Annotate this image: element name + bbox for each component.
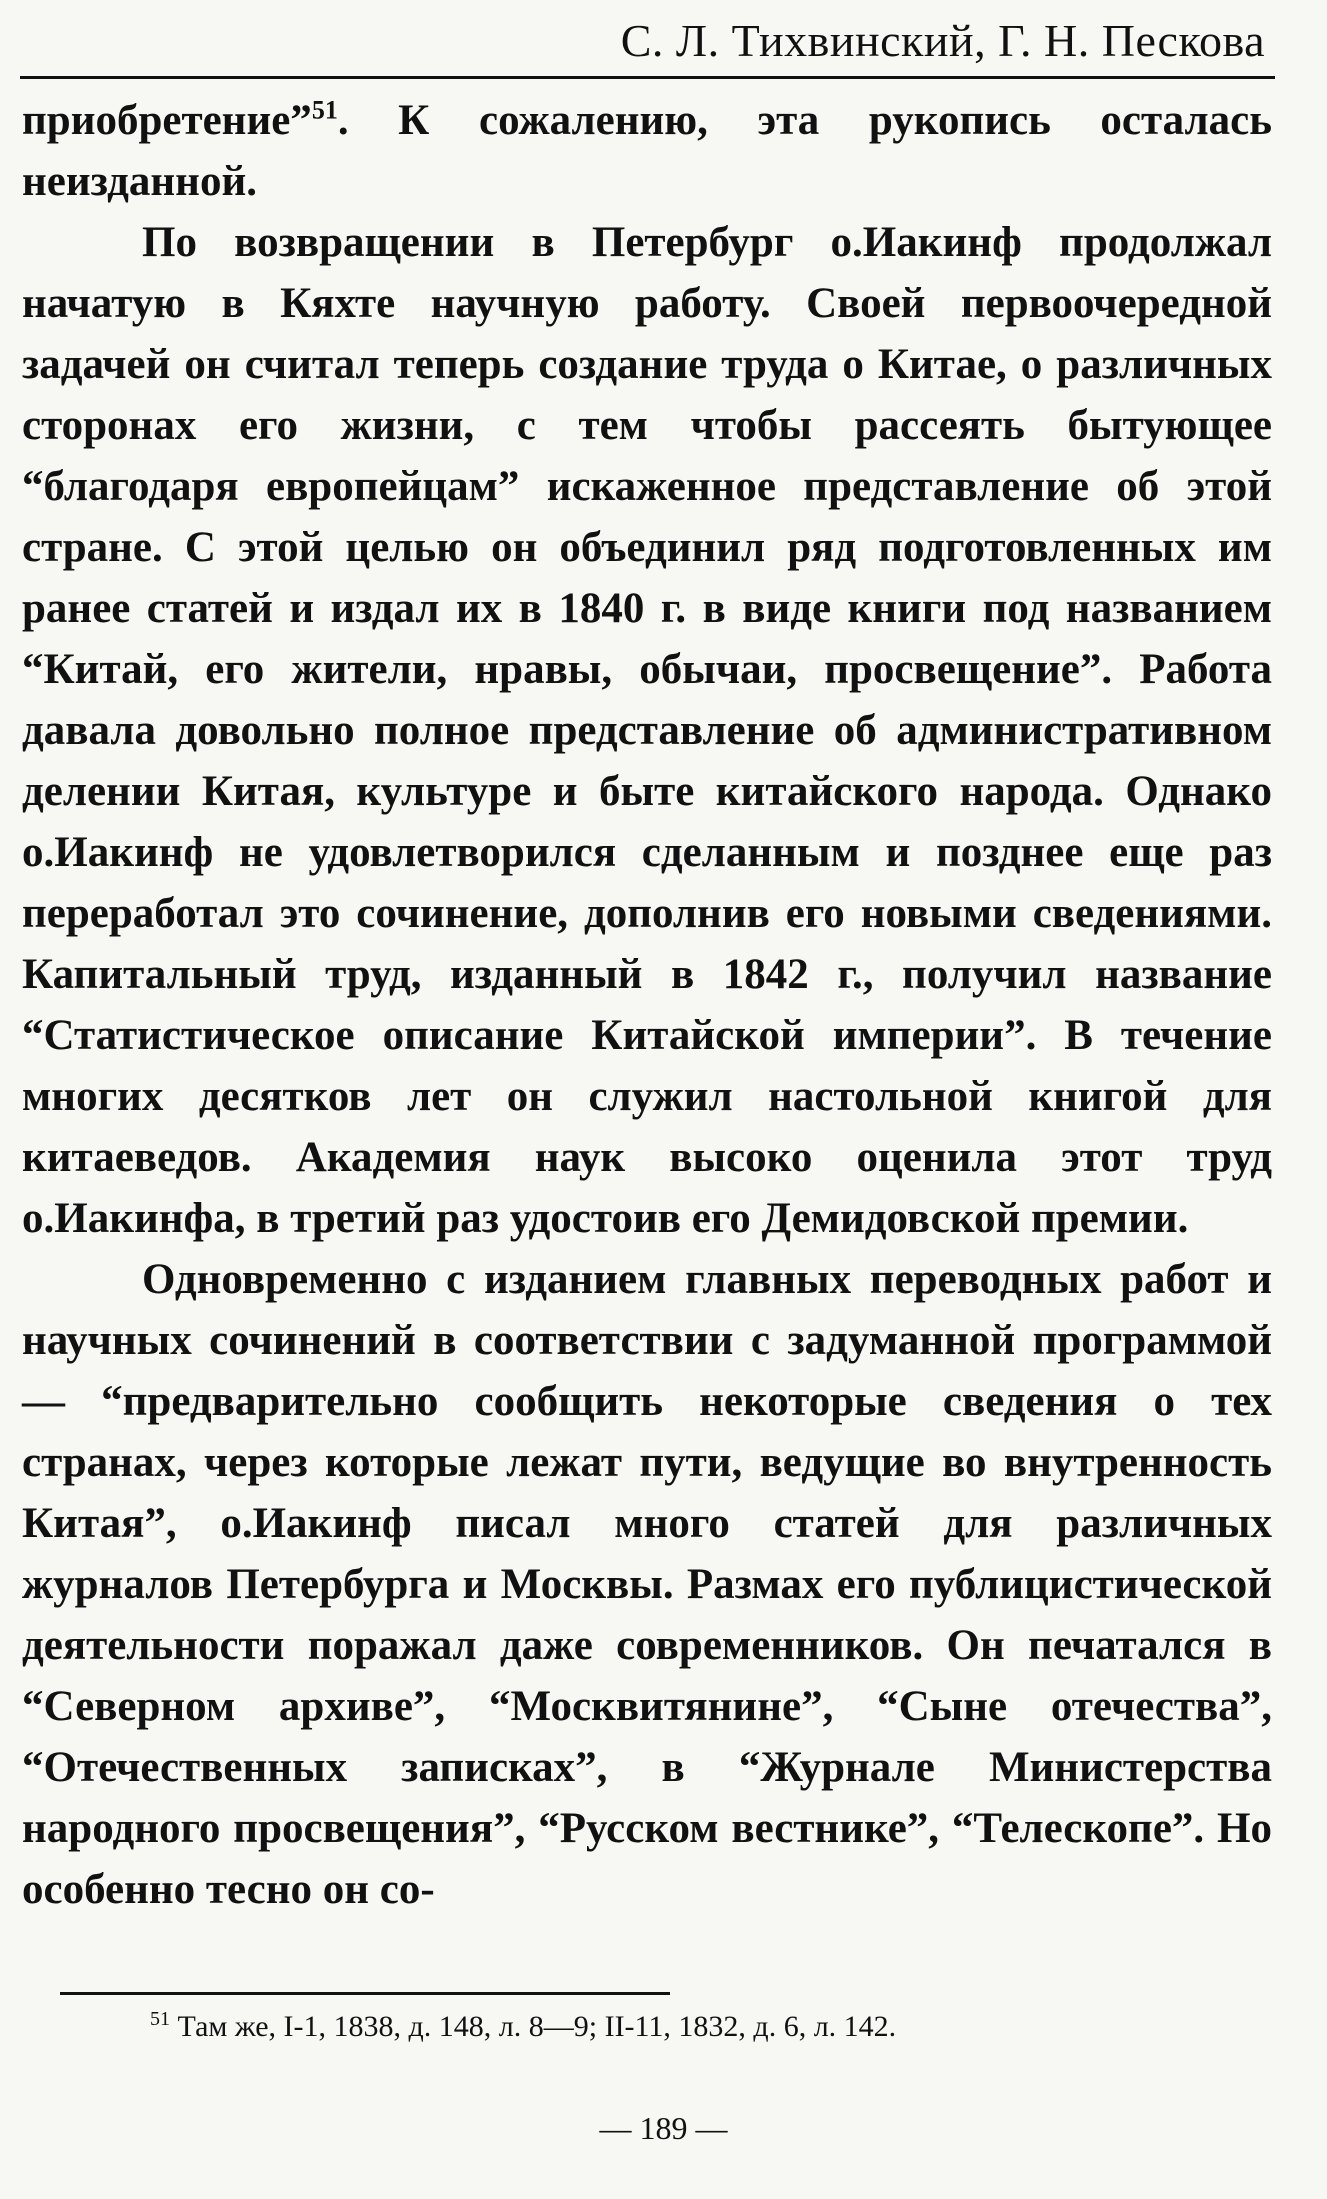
running-title: С. Л. Тихвинский, Г. Н. Пескова bbox=[620, 15, 1265, 66]
page-number: — 189 — bbox=[599, 2110, 728, 2146]
header-rule bbox=[20, 76, 1275, 79]
footnote-number: 51 bbox=[150, 2008, 170, 2030]
paragraph-3: Одновременно с изданием главных переводных работ и научных сочинений в соответствии с задуманной программой — “предварительно сообщить некоторые сведения о тех странах, через которые лежат пути, ведущие во внутренность Китая”, о.Иакинф писал много статей для различных журналов Петербурга и Москвы. Размах его публицистической деятельности поражал даже современников. Он печатался в “Северном архиве”, “Москвитянине”, “Сыне отечества”, “Отечественных записках”, в “Журнале Министерства народного просвещения”, “Русском вестнике”, “Телескопе”. Но особенно тесно он со- bbox=[22, 1256, 1272, 1913]
paragraph-1-start: приобретение” bbox=[22, 97, 312, 144]
main-text bbox=[22, 90, 1272, 1920]
paragraph-1 bbox=[22, 90, 1272, 212]
footnote-reference[interactable]: 51 bbox=[311, 95, 338, 125]
footnote-text: Там же, I-1, 1838, д. 148, л. 8—9; II-11, 1832, д. 6, л. 142. bbox=[177, 2010, 897, 2043]
footnote-rule bbox=[60, 1992, 670, 1995]
paragraph-2: По возвращении в Петербург о.Иакинф продолжал начатую в Кяхте научную работу. Своей первоочередной задачей он считал теперь создание труда о Китае, о различных сторонах его жизни, с тем чтобы рассеять бытующее “благодаря европейцам” искаженное представление об этой стране. С этой целью он объединил ряд подготовленных им ранее статей и издал их в 1840 г. в виде книги под названием “Китай, его жители, нравы, обычаи, просвещение”. Работа давала довольно полное представление об административном делении Китая, культуре и быте китайского народа. Однако о.Иакинф не удовлетворился сделанным и позднее еще раз переработал это сочинение, дополнив его новыми сведениями. Капитальный труд, изданный в 1842 г., получил название “Статистическое описание Китайской империи”. В течение многих десятков лет он служил настольной книгой для китаеведов. Академия наук высоко оценила этот труд о.Иакинфа, в третий раз удостоив его Демидовской премии. bbox=[22, 219, 1272, 1242]
footnote bbox=[150, 2010, 896, 2044]
paragraph-1-end: . К сожалению, эта рукопись осталась неизданной. bbox=[22, 97, 1272, 205]
